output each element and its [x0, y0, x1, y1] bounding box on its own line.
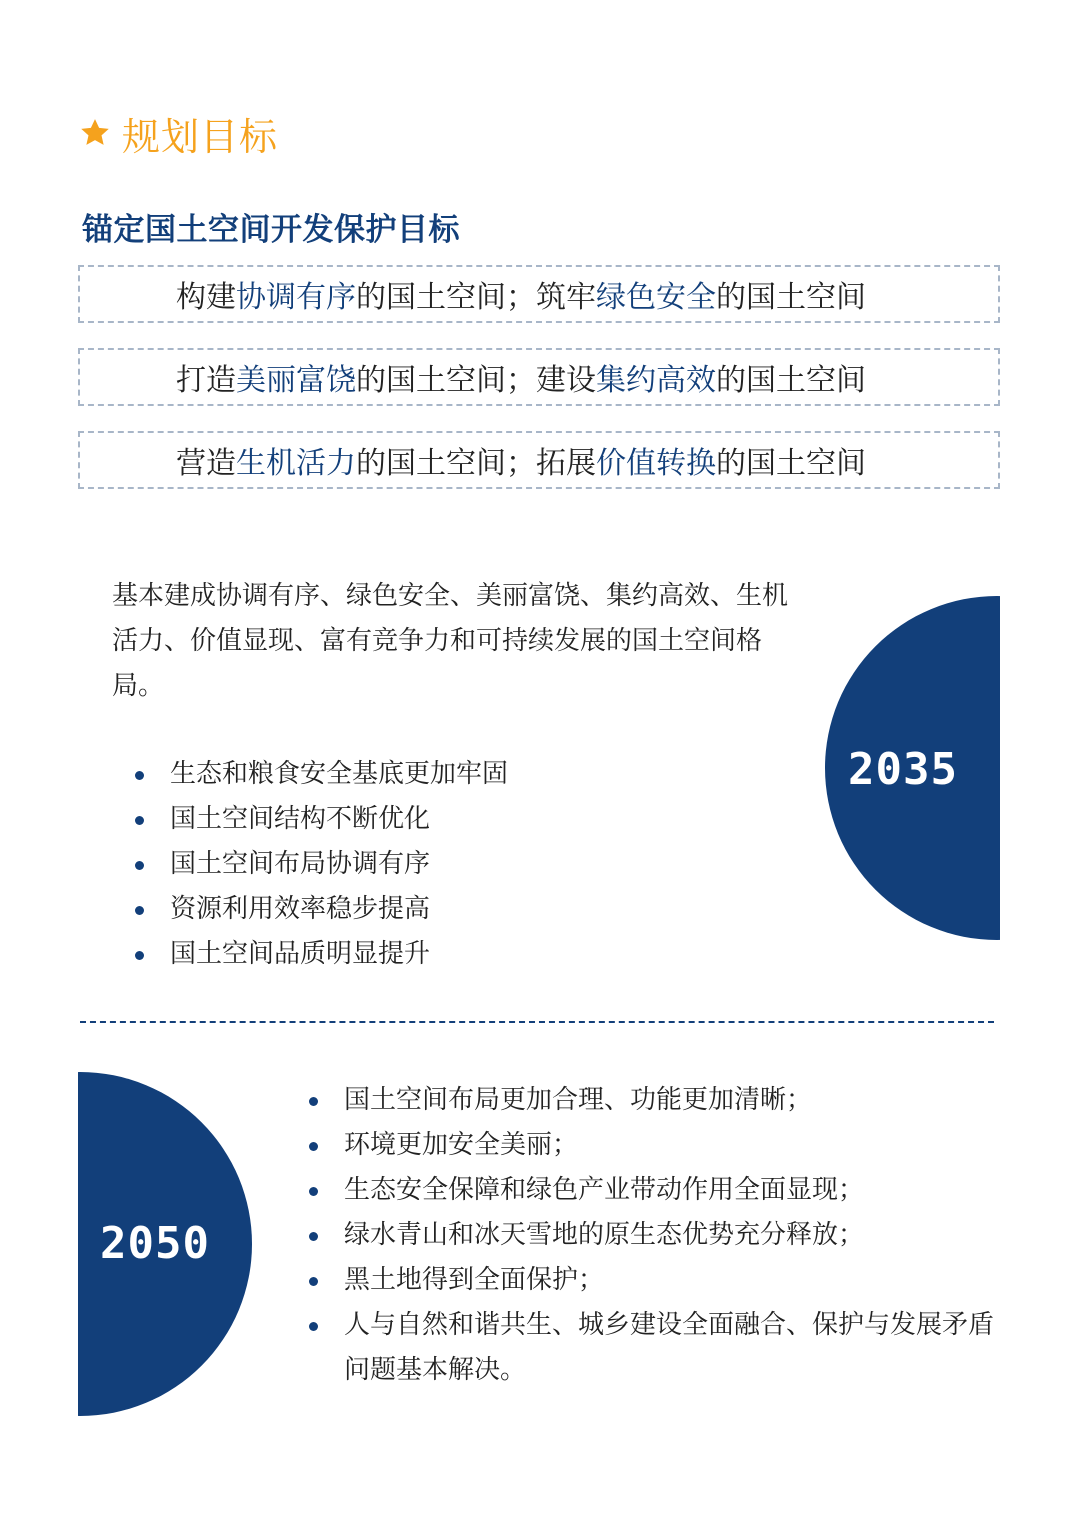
bullet-dot [309, 1322, 318, 1331]
goal-text: 构建 [176, 280, 236, 315]
list-item-text: 生态和粮食安全基底更加牢固 [170, 759, 509, 789]
list-item-text: 资源利用效率稳步提高 [170, 894, 431, 924]
list-item [134, 887, 508, 932]
list-item-text: 国土空间品质明显提升 [170, 939, 431, 969]
list-item [308, 1123, 1008, 1168]
goal-text: 的国土空间 [716, 280, 866, 315]
list-item-text: 绿水青山和冰天雪地的原生态优势充分释放； [344, 1220, 865, 1250]
bullet-dot [309, 1232, 318, 1241]
circle-clip [0, 1060, 78, 1440]
bullet-dot [309, 1097, 318, 1106]
bullet-list-2035 [134, 752, 508, 977]
year-label-2035: 2035 [848, 744, 958, 795]
list-item [134, 797, 508, 842]
goal-text: 的国土空间；筑牢 [356, 280, 596, 315]
goal-text: 营造 [176, 446, 236, 481]
list-item [308, 1078, 1008, 1123]
list-item-text: 黑土地得到全面保护； [344, 1265, 605, 1295]
bullet-dot [135, 861, 144, 870]
list-item-text: 人与自然和谐共生、城乡建设全面融合、保护与发展矛盾问题基本解决。 [344, 1310, 995, 1385]
list-item-text: 国土空间布局协调有序 [170, 849, 431, 879]
section-title [78, 108, 278, 158]
year-label-2050: 2050 [100, 1218, 210, 1269]
section-divider [80, 1021, 994, 1023]
bullet-dot [309, 1277, 318, 1286]
bullet-dot [309, 1187, 318, 1196]
bullet-dot [135, 771, 144, 780]
goal-highlight: 协调有序 [236, 280, 356, 315]
goal-highlight: 集约高效 [596, 363, 716, 398]
bullet-list-2050 [308, 1078, 1008, 1393]
goal-highlight: 价值转换 [596, 446, 716, 481]
goal-text: 的国土空间；拓展 [356, 446, 596, 481]
goal-text: 的国土空间 [716, 446, 866, 481]
bullet-dot [135, 906, 144, 915]
bullet-dot [135, 816, 144, 825]
subtitle: 锚定国土空间开发保护目标 [82, 212, 460, 248]
bullet-dot [135, 951, 144, 960]
list-item-text: 国土空间结构不断优化 [170, 804, 431, 834]
goal-text: 打造 [176, 363, 236, 398]
goal-text: 的国土空间；建设 [356, 363, 596, 398]
goal-box [78, 348, 1000, 406]
goal-highlight: 美丽富饶 [236, 363, 356, 398]
list-item [134, 752, 508, 797]
goal-box [78, 265, 1000, 323]
goal-highlight: 绿色安全 [596, 280, 716, 315]
star-icon [78, 116, 112, 150]
list-item [308, 1213, 1008, 1258]
section-title-text: 规划目标 [122, 114, 279, 159]
paragraph-2035: 基本建成协调有序、绿色安全、美丽富饶、集约高效、生机活力、价值显现、富有竞争力和可持续发展的国土空间格局。 [112, 581, 789, 701]
list-item-text: 国土空间布局更加合理、功能更加清晰； [344, 1085, 813, 1115]
goal-text: 的国土空间 [716, 363, 866, 398]
bullet-dot [309, 1142, 318, 1151]
list-item [308, 1303, 1008, 1393]
list-item [134, 932, 508, 977]
goal-box [78, 431, 1000, 489]
list-item-text: 生态安全保障和绿色产业带动作用全面显现； [344, 1175, 865, 1205]
goal-highlight: 生机活力 [236, 446, 356, 481]
circle-clip [1000, 580, 1080, 960]
list-item [308, 1168, 1008, 1213]
list-item [308, 1258, 1008, 1303]
list-item-text: 环境更加安全美丽； [344, 1130, 579, 1160]
list-item [134, 842, 508, 887]
